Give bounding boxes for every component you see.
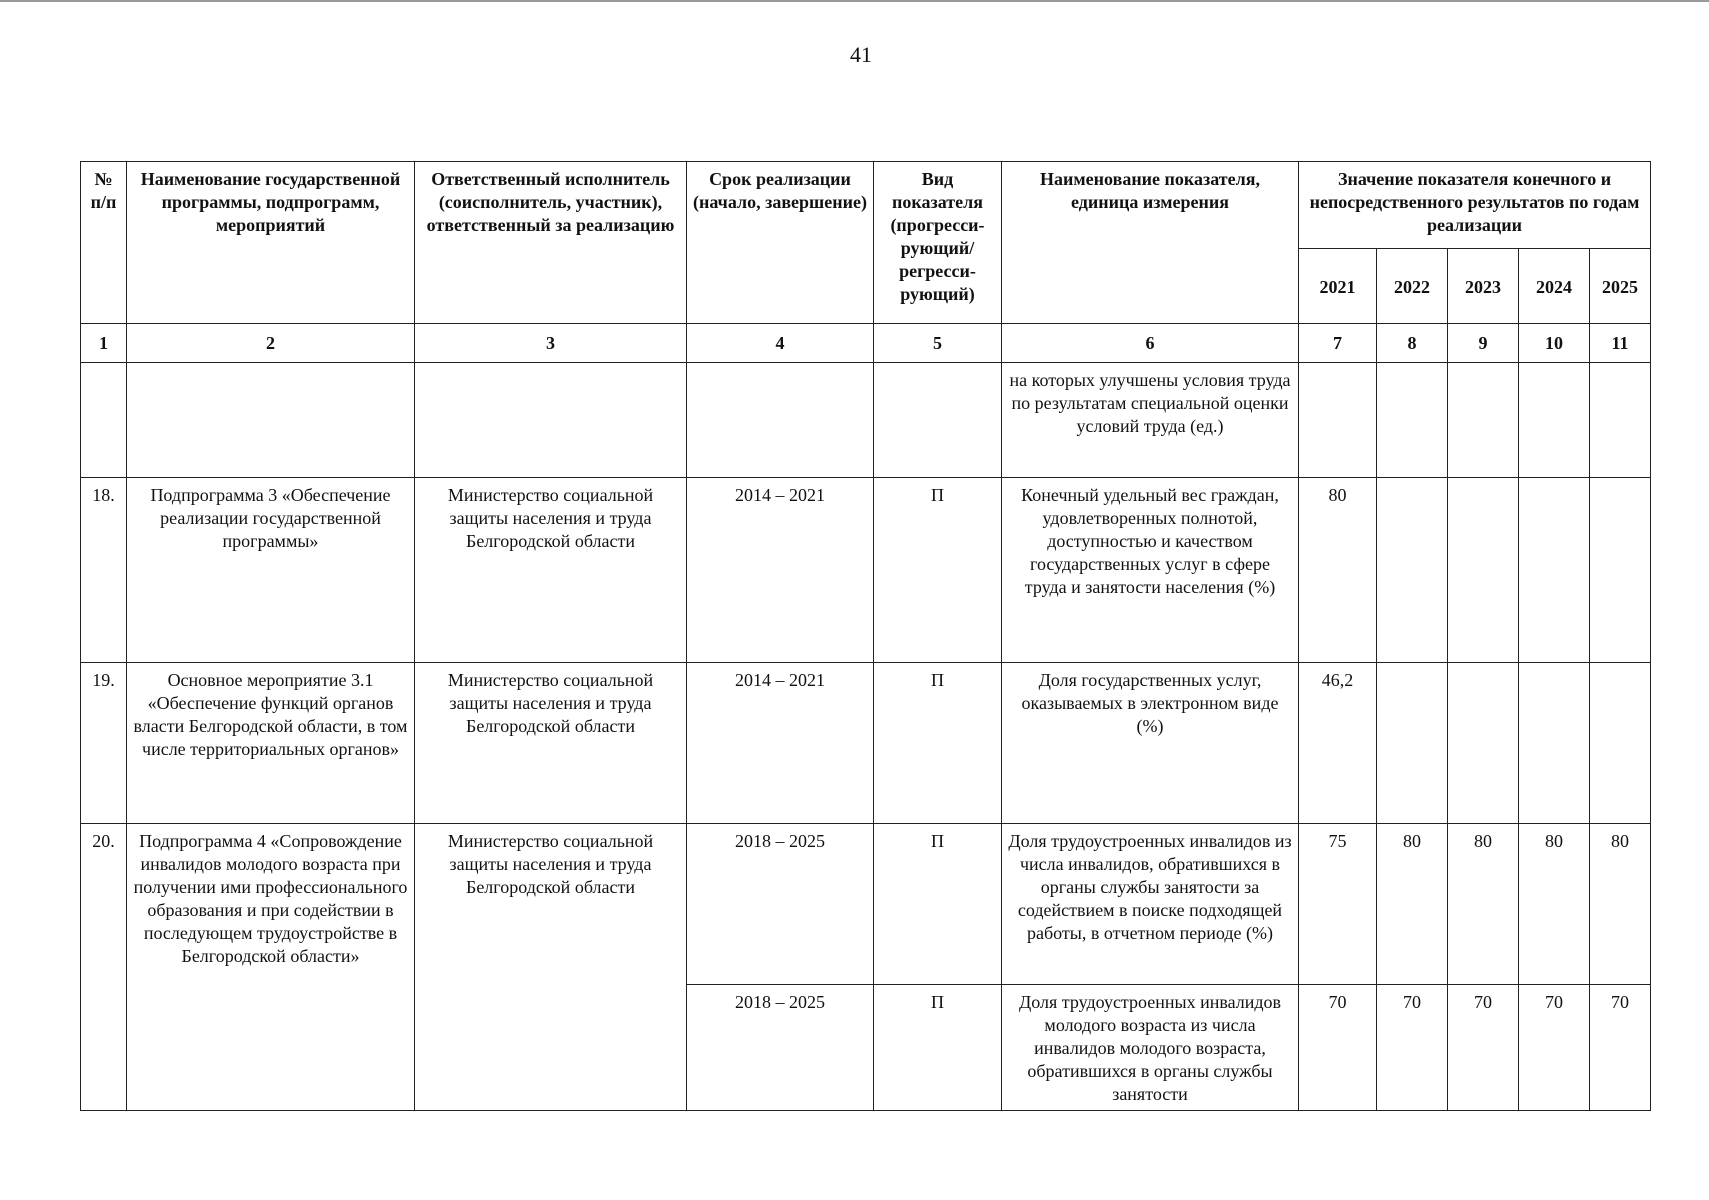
program-indicators-table [80,161,1651,1111]
value-2024: 70 [1519,985,1590,1111]
responsible-executor [415,363,687,478]
column-number: 11 [1590,324,1651,363]
header-indicator-name: Наименование показателя, единица измерения [1002,162,1299,324]
header-values-group: Значение показателя конечного и непосредственного результатов по годам реализации [1299,162,1651,249]
program-name: Подпрограмма 3 «Обеспечение реализации государственной программы» [127,478,415,663]
program-name: Подпрограмма 4 «Сопровождение инвалидов молодого возраста при получении ими профессионального образования и при содействии в последующем трудоустройстве в Белгородской области» [127,824,415,1111]
value-2023: 70 [1448,985,1519,1111]
value-2023 [1448,663,1519,824]
value-2021: 80 [1299,478,1377,663]
value-2022: 70 [1377,985,1448,1111]
value-2025: 70 [1590,985,1651,1111]
top-border-line [0,0,1709,2]
indicator-type [874,363,1002,478]
value-2022 [1377,663,1448,824]
implementation-period: 2014 – 2021 [687,478,874,663]
indicator-type: П [874,985,1002,1111]
indicator-type: П [874,663,1002,824]
row-number [81,363,127,478]
implementation-period: 2018 – 2025 [687,824,874,985]
header-year: 2025 [1590,249,1651,324]
program-name [127,363,415,478]
table-row [81,824,1651,985]
row-number: 18. [81,478,127,663]
table-row [81,363,1651,478]
page-number: 41 [850,42,872,67]
column-number: 1 [81,324,127,363]
header-num: № п/п [81,162,127,324]
indicator-name: Доля государственных услуг, оказываемых в электронном виде (%) [1002,663,1299,824]
implementation-period: 2014 – 2021 [687,663,874,824]
column-number: 2 [127,324,415,363]
implementation-period: 2018 – 2025 [687,985,874,1111]
column-number-row [81,324,1651,363]
value-2025 [1590,663,1651,824]
indicator-name: на которых улучшены условия труда по результатам специальной оценки условий труда (ед.) [1002,363,1299,478]
indicator-name: Конечный удельный вес граждан, удовлетворенных полнотой, доступностью и качеством государственных услуг в сфере труда и занятости населения (%) [1002,478,1299,663]
header-indicator-type: Вид показателя (прогресси-рующий/ регресси-рующий) [874,162,1002,324]
responsible-executor: Министерство социальной защиты населения и труда Белгородской области [415,824,687,1111]
responsible-executor: Министерство социальной защиты населения и труда Белгородской области [415,478,687,663]
column-number: 5 [874,324,1002,363]
value-2024 [1519,663,1590,824]
indicator-type: П [874,824,1002,985]
value-2021: 75 [1299,824,1377,985]
indicator-name: Доля трудоустроенных инвалидов молодого возраста из числа инвалидов молодого возраста, обратившихся в органы службы занятости [1002,985,1299,1111]
value-2023 [1448,363,1519,478]
value-2022 [1377,478,1448,663]
header-row [81,162,1651,249]
row-number: 19. [81,663,127,824]
value-2025: 80 [1590,824,1651,985]
header-program: Наименование государственной программы, подпрограмм, мероприятий [127,162,415,324]
table-row [81,663,1651,824]
responsible-executor: Министерство социальной защиты населения и труда Белгородской области [415,663,687,824]
value-2024 [1519,478,1590,663]
value-2022: 80 [1377,824,1448,985]
column-number: 6 [1002,324,1299,363]
implementation-period [687,363,874,478]
value-2022 [1377,363,1448,478]
value-2021: 46,2 [1299,663,1377,824]
header-period: Срок реализации (начало, завершение) [687,162,874,324]
column-number: 7 [1299,324,1377,363]
value-2024 [1519,363,1590,478]
column-number: 3 [415,324,687,363]
value-2023 [1448,478,1519,663]
indicator-name: Доля трудоустроенных инвалидов из числа инвалидов, обратившихся в органы службы занятости за содействием в поиске подходящей работы, в отчетном периоде (%) [1002,824,1299,985]
value-2021 [1299,363,1377,478]
value-2025 [1590,363,1651,478]
column-number: 9 [1448,324,1519,363]
column-number: 8 [1377,324,1448,363]
column-number: 4 [687,324,874,363]
value-2024: 80 [1519,824,1590,985]
header-year: 2023 [1448,249,1519,324]
value-2023: 80 [1448,824,1519,985]
value-2021: 70 [1299,985,1377,1111]
row-number: 20. [81,824,127,1111]
table-row [81,478,1651,663]
header-year: 2024 [1519,249,1590,324]
program-name: Основное мероприятие 3.1 «Обеспечение функций органов власти Белгородской области, в том числе территориальных органов» [127,663,415,824]
header-year: 2022 [1377,249,1448,324]
value-2025 [1590,478,1651,663]
header-year: 2021 [1299,249,1377,324]
column-number: 10 [1519,324,1590,363]
indicator-type: П [874,478,1002,663]
header-executor: Ответственный исполнитель (соисполнитель, участник), ответственный за реализацию [415,162,687,324]
